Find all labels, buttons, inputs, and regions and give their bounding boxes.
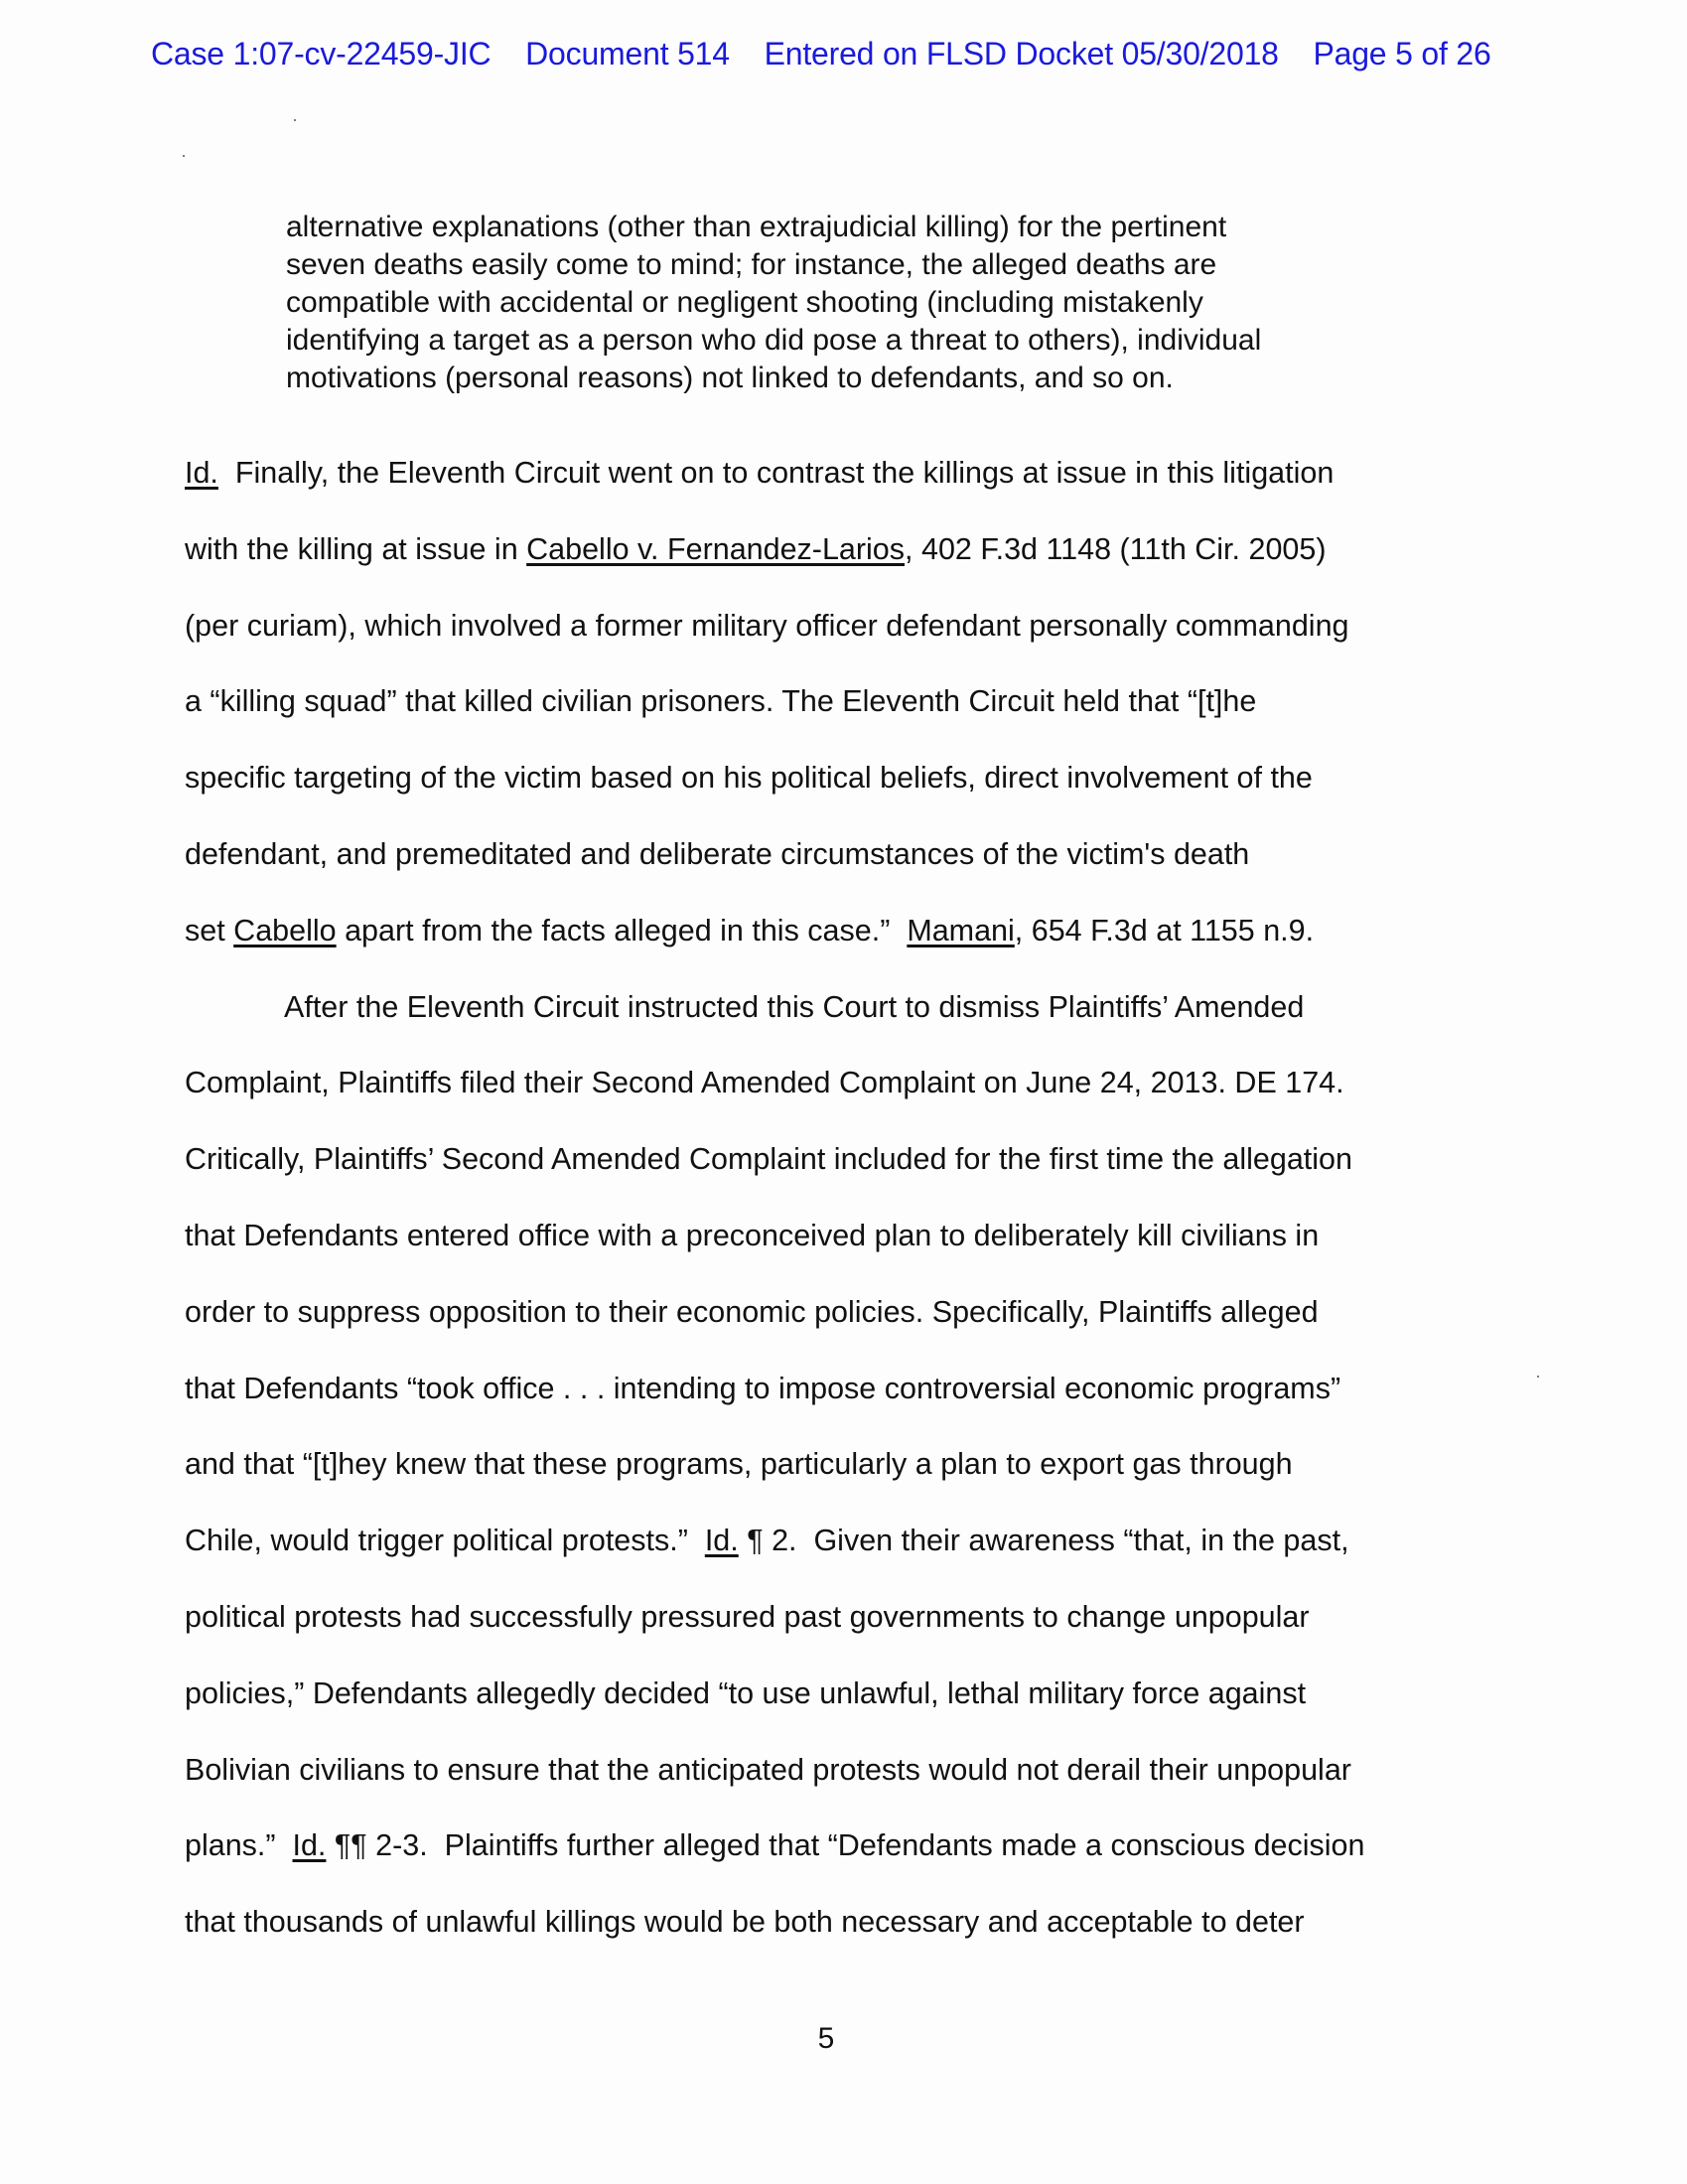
body-line: political protests had successfully pressured past governments to change unpopular bbox=[185, 1599, 1310, 1634]
scan-artifact bbox=[1537, 1376, 1539, 1378]
citation-cabello: Cabello v. Fernandez-Larios bbox=[526, 531, 906, 566]
scan-artifact bbox=[294, 119, 296, 121]
body-line: order to suppress opposition to their economic policies. Specifically, Plaintiffs alleged bbox=[185, 1294, 1319, 1329]
page-indicator: Page 5 of 26 bbox=[1313, 36, 1491, 72]
body-line: Critically, Plaintiffs’ Second Amended Complaint included for the first time the allegation bbox=[185, 1142, 1352, 1177]
block-quote bbox=[286, 209, 1408, 397]
body-line: Complaint, Plaintiffs filed their Second Amended Complaint on June 24, 2013. DE 174. bbox=[185, 1066, 1344, 1100]
body-line: policies,” Defendants allegedly decided “to use unlawful, lethal military force against bbox=[185, 1675, 1307, 1710]
body-line: (per curiam), which involved a former military officer defendant personally commanding bbox=[185, 608, 1349, 643]
citation-id: Id. bbox=[292, 1828, 327, 1863]
citation-id: Id. bbox=[185, 456, 218, 490]
quote-line: identifying a target as a person who did pose a threat to others), individual bbox=[286, 324, 1262, 357]
page-number: 5 bbox=[817, 2022, 835, 2055]
entered-date: Entered on FLSD Docket 05/30/2018 bbox=[764, 36, 1279, 72]
citation-mamani: Mamani bbox=[907, 913, 1015, 947]
body-line: specific targeting of the victim based on his political beliefs, direct involvement of the bbox=[185, 761, 1313, 796]
quote-line: alternative explanations (other than extrajudicial killing) for the pertinent bbox=[286, 211, 1227, 243]
body-line: After the Eleventh Circuit instructed this Court to dismiss Plaintiffs’ Amended bbox=[284, 989, 1305, 1024]
body-line: Bolivian civilians to ensure that the anticipated protests would not derail their unpopular bbox=[185, 1752, 1351, 1787]
citation-cabello: Cabello bbox=[233, 913, 337, 947]
body-line: that thousands of unlawful killings would be both necessary and acceptable to deter bbox=[185, 1905, 1305, 1940]
body-line: that Defendants “took office . . . intending to impose controversial economic programs” bbox=[185, 1371, 1341, 1405]
quote-line: seven deaths easily come to mind; for instance, the alleged deaths are bbox=[286, 248, 1217, 281]
body-line: that Defendants entered office with a preconceived plan to deliberately kill civilians in bbox=[185, 1218, 1320, 1252]
docket-header bbox=[151, 36, 1541, 73]
quote-line: motivations (personal reasons) not linked to defendants, and so on. bbox=[286, 362, 1174, 394]
case-number: Case 1:07-cv-22459-JIC bbox=[151, 36, 492, 72]
document-number: Document 514 bbox=[525, 36, 730, 72]
body-line: a “killing squad” that killed civilian prisoners. The Eleventh Circuit held that “[t]he bbox=[185, 684, 1257, 719]
body-line: and that “[t]hey knew that these programs, particularly a plan to export gas through bbox=[185, 1447, 1293, 1482]
body-line: set Cabello apart from the facts alleged in this case.” Mamani, 654 F.3d at 1155 n.9. bbox=[185, 913, 1315, 947]
body-line: defendant, and premeditated and deliberate circumstances of the victim's death bbox=[185, 836, 1250, 871]
body-line: Id. Finally, the Eleventh Circuit went on to contrast the killings at issue in this litigation bbox=[185, 456, 1335, 490]
body-text bbox=[185, 435, 1485, 1961]
body-line: plans.” Id. ¶¶ 2-3. Plaintiffs further alleged that “Defendants made a conscious decision bbox=[185, 1828, 1365, 1863]
citation-id: Id. bbox=[704, 1524, 739, 1558]
scan-artifact bbox=[183, 155, 185, 157]
body-line: with the killing at issue in Cabello v. Fernandez-Larios, 402 F.3d 1148 (11th Cir. 2005) bbox=[185, 531, 1327, 566]
body-line: Chile, would trigger political protests.” Id. ¶ 2. Given their awareness “that, in the past, bbox=[185, 1524, 1349, 1558]
quote-line: compatible with accidental or negligent shooting (including mistakenly bbox=[286, 286, 1203, 319]
